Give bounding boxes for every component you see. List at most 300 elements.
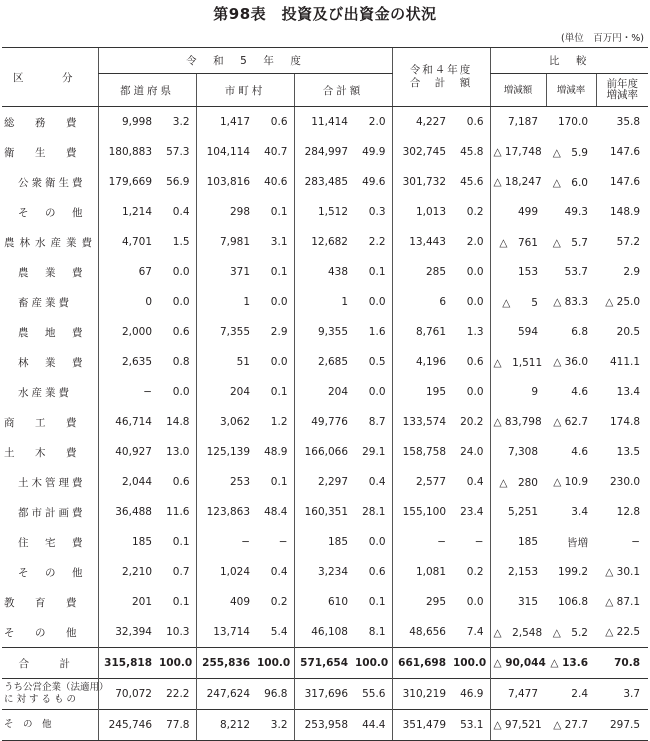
row-label <box>2 257 98 287</box>
row-label <box>2 617 98 648</box>
table-row <box>2 197 648 227</box>
page-title: 第98表 投資及び出資金の状況 <box>213 5 437 23</box>
prev-rate: 147.6 <box>609 176 641 188</box>
row-label <box>2 137 98 167</box>
total-share: 2.0 <box>368 116 386 128</box>
pref-share: 0.1 <box>172 536 190 548</box>
pref-amount: 32,394 <box>98 617 156 648</box>
pref-amount: 36,488 <box>98 497 156 527</box>
muni-amount: 104,114 <box>196 137 254 167</box>
prev-rate: 20.5 <box>616 326 641 338</box>
table-row <box>2 137 648 167</box>
pref-amount: 201 <box>98 587 156 617</box>
prev-rate: 297.5 <box>596 710 648 741</box>
pref-share: 0.0 <box>172 266 190 278</box>
muni-amount: 1 <box>196 287 254 317</box>
diff-rate: △ 27.7 <box>546 710 596 741</box>
prev-rate: 57.2 <box>616 236 641 248</box>
total-share: 0.1 <box>368 266 386 278</box>
pref-amount: 9,998 <box>98 107 156 138</box>
ly-share: 7.4 <box>466 626 484 638</box>
row-label-line1: そ の 他 <box>4 719 52 730</box>
ly-amount: 155,100 <box>392 497 450 527</box>
header-total: 合計額 <box>294 74 392 107</box>
diff-amount: △ 17,748 <box>490 137 546 167</box>
pref-amount: 180,883 <box>98 137 156 167</box>
muni-share: 48.4 <box>264 506 288 518</box>
total-share: 0.1 <box>368 596 386 608</box>
row-label-text: そ の 他 <box>18 566 86 579</box>
muni-amount: 247,624 <box>196 679 254 710</box>
total-share: 28.1 <box>362 506 386 518</box>
ly-share: 45.6 <box>460 176 484 188</box>
table-row <box>2 407 648 437</box>
row-label <box>2 317 98 347</box>
row-label <box>2 167 98 197</box>
ly-share: 0.0 <box>466 386 484 398</box>
total-amount: 1 <box>294 287 352 317</box>
diff-amount: △ 97,521 <box>490 710 546 741</box>
ly-share: 53.1 <box>450 710 490 741</box>
muni-share: − <box>278 536 288 548</box>
row-label-text: 住 宅 費 <box>18 536 86 549</box>
pref-share: 0.4 <box>172 206 190 218</box>
ly-amount: 195 <box>392 377 450 407</box>
ly-amount: 1,013 <box>392 197 450 227</box>
row-label-text: 総 務 費 <box>4 116 82 129</box>
table-row <box>2 167 648 197</box>
pref-amount: 1,214 <box>98 197 156 227</box>
total-amount: 2,685 <box>294 347 352 377</box>
header-zogenritsu: 増減率 <box>546 74 596 107</box>
ly-amount: 285 <box>392 257 450 287</box>
ly-amount: 351,479 <box>392 710 450 741</box>
total-amount: 283,485 <box>294 167 352 197</box>
total-amount: 160,351 <box>294 497 352 527</box>
row-label <box>2 527 98 557</box>
diff-amount: △ 1,511 <box>490 347 546 377</box>
total-amount: 166,066 <box>294 437 352 467</box>
prev-rate: 13.5 <box>616 446 641 458</box>
ly-amount: 302,745 <box>392 137 450 167</box>
pref-share: 13.0 <box>166 446 190 458</box>
diff-amount: △ 18,247 <box>490 167 546 197</box>
ly-share: 100.0 <box>450 648 490 679</box>
muni-share: 0.2 <box>270 596 288 608</box>
row-label <box>2 710 98 741</box>
table-row <box>2 107 648 138</box>
header-kubun: 区 分 <box>2 48 98 107</box>
diff-rate: △ 5.2 <box>552 626 588 639</box>
total-share: 44.4 <box>352 710 392 741</box>
table-row <box>2 679 648 710</box>
total-share: 8.1 <box>368 626 386 638</box>
muni-amount: 1,024 <box>196 557 254 587</box>
diff-amount: 7,187 <box>490 107 546 138</box>
row-label-text: 商 工 費 <box>4 416 82 429</box>
muni-share: 2.9 <box>270 326 288 338</box>
total-share: 29.1 <box>362 446 386 458</box>
total-share: 0.3 <box>368 206 386 218</box>
muni-share: 100.0 <box>254 648 294 679</box>
table-row <box>2 648 648 679</box>
row-label-text: そ の 他 <box>18 206 86 219</box>
row-label <box>2 587 98 617</box>
table-row <box>2 227 648 257</box>
muni-amount: 13,714 <box>196 617 254 648</box>
prev-rate: 12.8 <box>616 506 641 518</box>
row-label <box>2 287 98 317</box>
pref-amount: 2,000 <box>98 317 156 347</box>
total-amount: 438 <box>294 257 352 287</box>
muni-share: 96.8 <box>254 679 294 710</box>
row-label <box>2 227 98 257</box>
total-amount: 284,997 <box>294 137 352 167</box>
row-label-text: 畜産業費 <box>18 296 72 309</box>
pref-share: 22.2 <box>156 679 196 710</box>
row-label <box>2 437 98 467</box>
header-r5: 令 和 5 年 度 <box>98 48 392 74</box>
total-share: 0.0 <box>368 386 386 398</box>
diff-amount: 594 <box>490 317 546 347</box>
muni-share: 40.7 <box>264 146 288 158</box>
prev-rate: 174.8 <box>609 416 641 428</box>
diff-rate: △ 5.9 <box>552 146 588 159</box>
ly-share: 0.2 <box>466 566 484 578</box>
row-label <box>2 467 98 497</box>
ly-share: 0.0 <box>466 296 484 308</box>
pref-share: 0.0 <box>172 296 190 308</box>
pref-amount: 4,701 <box>98 227 156 257</box>
pref-share: 77.8 <box>156 710 196 741</box>
total-share: 0.6 <box>368 566 386 578</box>
header-r4-line2: 合 計 額 <box>409 77 473 89</box>
total-amount: 12,682 <box>294 227 352 257</box>
diff-rate: 6.8 <box>571 326 588 338</box>
total-amount: 185 <box>294 527 352 557</box>
muni-share: 0.0 <box>270 356 288 368</box>
prev-rate: △ 87.1 <box>605 596 641 608</box>
total-share: 0.4 <box>368 476 386 488</box>
diff-rate: 3.4 <box>571 506 588 518</box>
muni-amount: − <box>196 527 254 557</box>
total-share: 0.5 <box>368 356 386 368</box>
row-label-text: 土 木 費 <box>4 446 82 459</box>
pref-share: 3.2 <box>172 116 190 128</box>
total-amount: 571,654 <box>294 648 352 679</box>
pref-amount: 2,635 <box>98 347 156 377</box>
muni-amount: 125,139 <box>196 437 254 467</box>
pref-share: 11.6 <box>166 506 190 518</box>
row-label <box>2 407 98 437</box>
diff-rate: 2.4 <box>546 679 596 710</box>
ly-share: 0.6 <box>466 116 484 128</box>
diff-rate: △ 36.0 <box>553 356 588 368</box>
row-label <box>2 648 98 679</box>
diff-rate: 皆増 <box>567 536 588 549</box>
row-label-text: そ の 他 <box>4 626 82 639</box>
prev-rate: 3.7 <box>596 679 648 710</box>
total-amount: 49,776 <box>294 407 352 437</box>
ly-share: 1.3 <box>466 326 484 338</box>
diff-amount: 153 <box>490 257 546 287</box>
total-amount: 1,512 <box>294 197 352 227</box>
ly-amount: 4,227 <box>392 107 450 138</box>
prev-rate: 2.9 <box>623 266 641 278</box>
diff-rate: △ 5.7 <box>552 236 588 249</box>
muni-amount: 409 <box>196 587 254 617</box>
ly-share: 0.0 <box>466 596 484 608</box>
diff-rate: △ 83.3 <box>553 296 588 308</box>
table-row <box>2 710 648 741</box>
total-share: 8.7 <box>368 416 386 428</box>
table-row <box>2 317 648 347</box>
prev-rate: − <box>631 536 641 548</box>
header-zennen-line1: 前年度 <box>606 78 639 90</box>
muni-amount: 7,355 <box>196 317 254 347</box>
row-label-text: 公衆衛生費 <box>18 176 86 189</box>
muni-share: 0.4 <box>270 566 288 578</box>
ly-amount: 133,574 <box>392 407 450 437</box>
muni-share: 0.6 <box>270 116 288 128</box>
prev-rate: 70.8 <box>596 648 648 679</box>
pref-share: 0.6 <box>172 326 190 338</box>
total-amount: 11,414 <box>294 107 352 138</box>
ly-amount: 158,758 <box>392 437 450 467</box>
diff-amount: △ 90,044 <box>490 648 546 679</box>
ly-amount: 13,443 <box>392 227 450 257</box>
ly-share: 23.4 <box>460 506 484 518</box>
muni-share: 40.6 <box>264 176 288 188</box>
prev-rate: 411.1 <box>609 356 641 368</box>
pref-amount: 70,072 <box>98 679 156 710</box>
total-share: 1.6 <box>368 326 386 338</box>
muni-share: 0.0 <box>270 296 288 308</box>
muni-amount: 8,212 <box>196 710 254 741</box>
diff-amount: 185 <box>490 527 546 557</box>
ly-amount: 1,081 <box>392 557 450 587</box>
muni-share: 3.2 <box>254 710 294 741</box>
row-label-text: 衛 生 費 <box>4 146 82 159</box>
muni-amount: 253 <box>196 467 254 497</box>
muni-share: 0.1 <box>270 206 288 218</box>
header-r4-line1: 令和４年度 <box>409 64 473 76</box>
header-zogen: 増減額 <box>490 74 546 107</box>
diff-amount: 9 <box>490 377 546 407</box>
muni-share: 0.1 <box>270 476 288 488</box>
row-label-line2: に対するもの <box>4 694 80 705</box>
pref-amount: 67 <box>98 257 156 287</box>
pref-share: 57.3 <box>166 146 190 158</box>
diff-rate: 49.3 <box>564 206 588 218</box>
diff-amount: 315 <box>490 587 546 617</box>
muni-amount: 298 <box>196 197 254 227</box>
header-zennen <box>596 74 648 107</box>
diff-rate: △ 13.6 <box>546 648 596 679</box>
prev-rate: △ 25.0 <box>605 296 641 308</box>
table-row <box>2 347 648 377</box>
pref-amount: 46,714 <box>98 407 156 437</box>
total-share: 0.0 <box>368 296 386 308</box>
ly-share: 0.2 <box>466 206 484 218</box>
ly-amount: − <box>392 527 450 557</box>
prev-rate: 35.8 <box>616 116 641 128</box>
ly-share: 2.0 <box>466 236 484 248</box>
diff-amount: 7,477 <box>490 679 546 710</box>
row-label <box>2 107 98 138</box>
header-hikaku: 比 較 <box>490 48 648 74</box>
diff-amount: 2,153 <box>490 557 546 587</box>
row-label <box>2 497 98 527</box>
prev-rate: △ 30.1 <box>605 566 641 578</box>
header-zennen-line2: 増減率 <box>606 89 639 101</box>
row-label <box>2 347 98 377</box>
diff-rate: △ 10.9 <box>553 476 588 488</box>
table-row <box>2 467 648 497</box>
diff-amount: △ 83,798 <box>490 407 546 437</box>
ly-share: 0.6 <box>466 356 484 368</box>
unit-note: (単位 百万円・%) <box>561 33 644 44</box>
total-share: 55.6 <box>352 679 392 710</box>
muni-share: 0.1 <box>270 386 288 398</box>
diff-rate: 199.2 <box>557 566 588 578</box>
ly-amount: 301,732 <box>392 167 450 197</box>
total-share: 49.9 <box>362 146 386 158</box>
pref-share: 100.0 <box>156 648 196 679</box>
diff-amount: 7,308 <box>490 437 546 467</box>
row-label-text: 農林水産業費 <box>4 236 97 249</box>
diff-amount: 5,251 <box>490 497 546 527</box>
diff-rate: 53.7 <box>564 266 588 278</box>
ly-amount: 48,656 <box>392 617 450 648</box>
total-amount: 317,696 <box>294 679 352 710</box>
pref-amount: 2,210 <box>98 557 156 587</box>
pref-amount: 315,818 <box>98 648 156 679</box>
pref-share: 10.3 <box>166 626 190 638</box>
diff-amount: △ 5 <box>490 287 546 317</box>
diff-rate: 4.6 <box>571 446 588 458</box>
pref-share: 0.1 <box>172 596 190 608</box>
diff-amount: 499 <box>490 197 546 227</box>
prev-rate: 230.0 <box>609 476 641 488</box>
total-share: 0.0 <box>368 536 386 548</box>
total-share: 2.2 <box>368 236 386 248</box>
row-label-line1: うち公営企業（法適用） <box>4 682 109 693</box>
total-amount: 2,297 <box>294 467 352 497</box>
row-label-text: 土木管理費 <box>18 476 86 489</box>
row-label <box>2 377 98 407</box>
ly-amount: 2,577 <box>392 467 450 497</box>
prev-rate: △ 22.5 <box>605 626 641 638</box>
muni-amount: 51 <box>196 347 254 377</box>
table-row <box>2 497 648 527</box>
pref-share: 0.7 <box>172 566 190 578</box>
pref-amount: 40,927 <box>98 437 156 467</box>
header-r4 <box>392 48 490 107</box>
muni-amount: 123,863 <box>196 497 254 527</box>
total-share: 100.0 <box>352 648 392 679</box>
muni-amount: 204 <box>196 377 254 407</box>
ly-share: 20.2 <box>460 416 484 428</box>
muni-amount: 3,062 <box>196 407 254 437</box>
row-label-text: 農 地 費 <box>18 326 86 339</box>
row-label <box>2 197 98 227</box>
diff-amount: △ 2,548 <box>490 617 546 648</box>
muni-share: 3.1 <box>270 236 288 248</box>
diff-amount: △ 761 <box>490 227 546 257</box>
ly-amount: 310,219 <box>392 679 450 710</box>
muni-share: 0.1 <box>270 266 288 278</box>
ly-share: 0.0 <box>466 266 484 278</box>
ly-share: 45.8 <box>460 146 484 158</box>
pref-amount: 179,669 <box>98 167 156 197</box>
total-share: 49.6 <box>362 176 386 188</box>
row-label-text: 合 計 <box>18 657 80 670</box>
header-pref: 都道府県 <box>98 74 196 107</box>
pref-amount: 0 <box>98 287 156 317</box>
row-label <box>2 557 98 587</box>
diff-rate: 4.6 <box>571 386 588 398</box>
diff-amount: △ 280 <box>490 467 546 497</box>
row-label-text: 農 業 費 <box>18 266 86 279</box>
table-row <box>2 587 648 617</box>
muni-share: 1.2 <box>270 416 288 428</box>
pref-amount: 185 <box>98 527 156 557</box>
prev-rate: 13.4 <box>616 386 641 398</box>
ly-share: 46.9 <box>450 679 490 710</box>
total-amount: 9,355 <box>294 317 352 347</box>
table-row <box>2 377 648 407</box>
ly-amount: 295 <box>392 587 450 617</box>
investment-table <box>2 47 648 741</box>
table-row <box>2 557 648 587</box>
diff-rate: 170.0 <box>557 116 588 128</box>
table-row <box>2 287 648 317</box>
ly-amount: 8,761 <box>392 317 450 347</box>
row-label-text: 都市計画費 <box>18 506 86 519</box>
prev-rate: 148.9 <box>609 206 641 218</box>
muni-amount: 255,836 <box>196 648 254 679</box>
table-row <box>2 527 648 557</box>
diff-rate: △ 62.7 <box>553 416 588 428</box>
diff-rate: △ 6.0 <box>552 176 588 189</box>
muni-amount: 7,981 <box>196 227 254 257</box>
muni-amount: 371 <box>196 257 254 287</box>
diff-rate: 106.8 <box>557 596 588 608</box>
table-row <box>2 257 648 287</box>
ly-share: 24.0 <box>460 446 484 458</box>
total-amount: 253,958 <box>294 710 352 741</box>
row-label-text: 水産業費 <box>18 386 72 399</box>
ly-share: − <box>474 536 484 548</box>
prev-rate: 147.6 <box>609 146 641 158</box>
pref-share: 0.8 <box>172 356 190 368</box>
muni-share: 5.4 <box>270 626 288 638</box>
muni-amount: 1,417 <box>196 107 254 138</box>
total-amount: 46,108 <box>294 617 352 648</box>
ly-share: 0.4 <box>466 476 484 488</box>
pref-share: 56.9 <box>166 176 190 188</box>
total-amount: 204 <box>294 377 352 407</box>
row-label-text: 林 業 費 <box>18 356 86 369</box>
muni-share: 48.9 <box>264 446 288 458</box>
ly-amount: 6 <box>392 287 450 317</box>
row-label <box>2 679 109 710</box>
ly-amount: 661,698 <box>392 648 450 679</box>
pref-amount: 245,746 <box>98 710 156 741</box>
total-amount: 3,234 <box>294 557 352 587</box>
pref-amount: 2,044 <box>98 467 156 497</box>
